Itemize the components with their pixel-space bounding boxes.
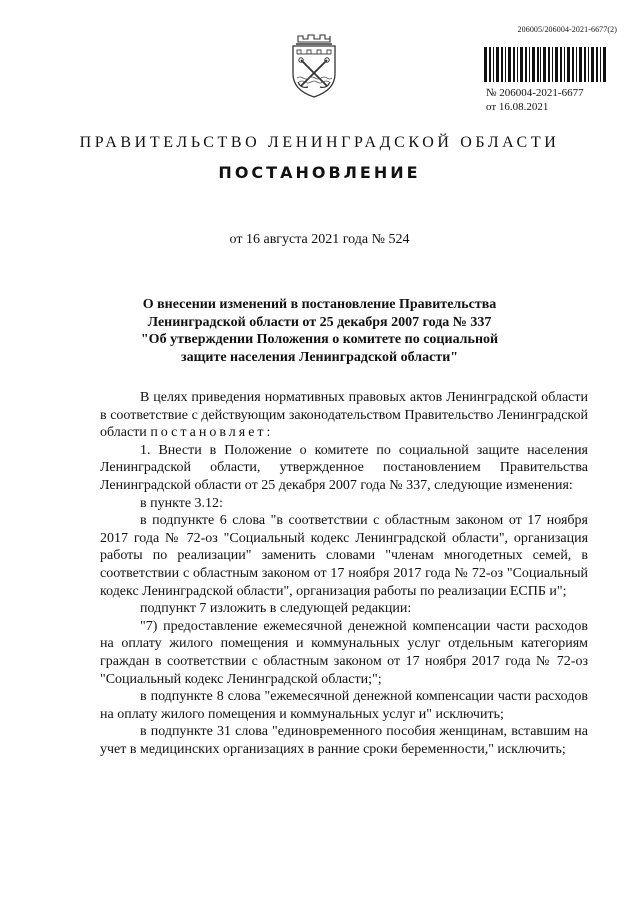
paragraph	[100, 600, 588, 618]
spaced-verb: постановляет:	[150, 425, 274, 441]
paragraph	[100, 512, 588, 600]
paragraph-line: 2017 года № 72-оз "Социальный кодекс Ленинградской области",	[100, 565, 589, 599]
paragraph-last-line: 2017 года № 72-оз "Социальный кодекс Ленинградской области;";	[100, 653, 588, 687]
barcode-gap	[606, 47, 608, 82]
paragraph	[100, 688, 588, 723]
paragraph-line: Ленинградской области, утвержденное постановлением Правительства	[100, 460, 588, 476]
paragraph-last-line: подпункт 7 изложить в следующей редакции:	[140, 601, 412, 617]
organization-name: ПРАВИТЕЛЬСТВО ЛЕНИНГРАДСКОЙ ОБЛАСТИ	[79, 134, 560, 151]
paragraph-line: от 17 ноября 2017 года № 72-оз "Социальный кодекс Ленинградской	[100, 513, 588, 546]
paragraph-line: расходов на оплату жилого помещения и коммунальных услуг отдельным	[100, 618, 588, 652]
paragraph	[100, 442, 588, 495]
paragraph	[100, 495, 588, 513]
paragraph-last-line: Ленинградской области	[100, 407, 588, 441]
title-line: защите населения Ленинградской области"	[180, 349, 459, 365]
paragraph-line: области в соответствие с действующим законодательством Правительство	[100, 390, 589, 423]
paragraph-last-line: изменения:	[505, 477, 573, 493]
paragraph-last-line: беременности," исключить;	[401, 741, 566, 757]
coat-of-arms-icon	[287, 32, 341, 100]
paragraph-line: в подпункте 31 слова "единовременного пособия женщинам,	[140, 724, 508, 740]
paragraph	[100, 389, 588, 442]
registration-date: от 16.08.2021	[486, 101, 549, 113]
document-type: ПОСТАНОВЛЕНИЕ	[218, 163, 421, 182]
registration-block	[486, 86, 584, 114]
paragraph-last-line: исключить;	[435, 706, 504, 722]
title-line: О внесении изменений в постановление Правительства	[142, 297, 497, 312]
title-line: Ленинградской области от 25 декабря 2007 года № 337	[147, 314, 492, 330]
title-line: "Об утверждении Положения о комитете по социальной	[140, 332, 499, 347]
paragraph-line: расходов на оплату жилого помещения и коммунальных услуг и"	[100, 689, 588, 722]
paragraph-line: вставшим на учет в медицинских организациях в ранние сроки	[100, 724, 588, 757]
barcode	[484, 47, 608, 82]
document-body	[100, 389, 588, 758]
document-reference: 206005/206004-2021-6677(2)	[517, 25, 617, 34]
paragraph-line: области", организация работы по реализации" заменить словами "членам	[100, 530, 589, 564]
paragraph-line: в подпункте 6 слова "в соответствии с областным законом	[140, 513, 504, 529]
paragraph-line: "7) предоставление ежемесячной денежной компенсации части	[140, 618, 530, 634]
document-date-number: от 16 августа 2021 года № 524	[229, 232, 410, 247]
paragraph-last-line: в пункте 3.12:	[140, 495, 223, 511]
paragraph-line: категориям граждан в соответствии с областным законом от 17 ноября	[100, 636, 588, 669]
paragraph	[100, 723, 588, 758]
paragraph	[100, 618, 588, 688]
paragraph-line: многодетных семей, в соответствии с областным законом от 17 ноября	[100, 548, 589, 581]
registration-number: № 206004-2021-6677	[486, 87, 584, 99]
paragraph-line: Ленинградской области от 25 декабря 2007 года № 337, следующие	[100, 477, 503, 493]
document-title	[0, 296, 639, 366]
paragraph-last-line: организация работы по реализации ЕСПБ и";	[296, 583, 567, 599]
paragraph-line: 1. Внести в Положение о комитете по социальной защите населения	[140, 442, 588, 458]
paragraph-line: В целях приведения нормативных правовых актов Ленинградской	[140, 390, 538, 405]
paragraph-line: в подпункте 8 слова "ежемесячной денежной компенсации части	[140, 689, 531, 705]
